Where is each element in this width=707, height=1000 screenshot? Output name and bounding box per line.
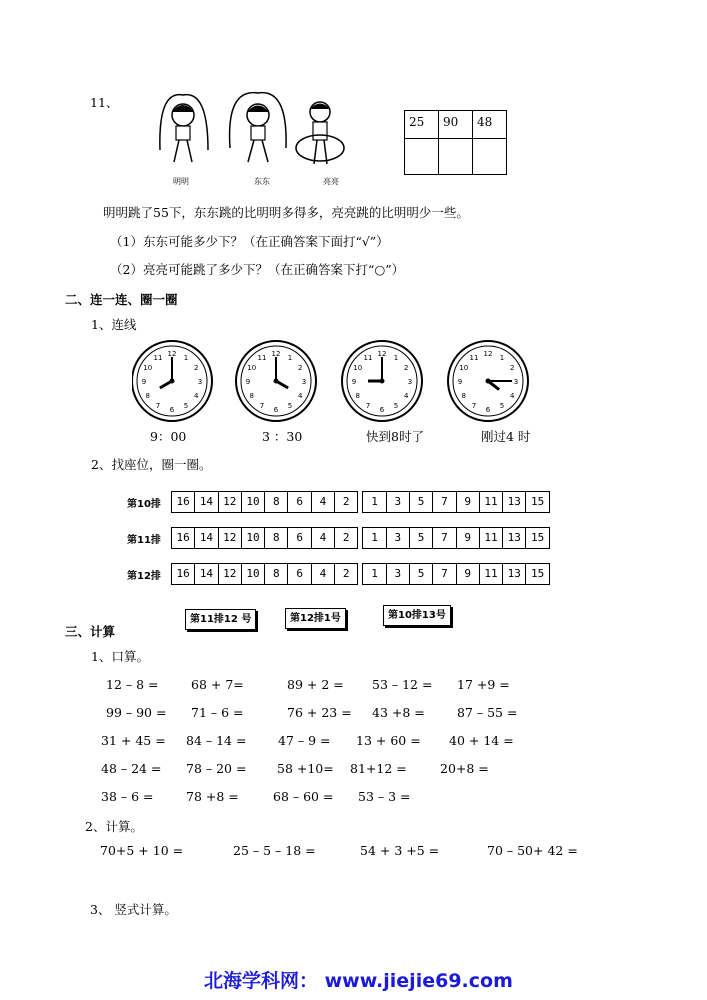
seat[interactable]: 12 — [219, 564, 242, 584]
svg-text:9: 9 — [245, 378, 251, 386]
oral-problem: 78 – 20 = — [186, 761, 247, 776]
oral-problem: 48 – 24 = — [101, 761, 162, 776]
kid-jumping-rope-icon — [160, 95, 208, 162]
seat[interactable]: 2 — [342, 495, 350, 508]
svg-text:9: 9 — [351, 378, 357, 386]
seat[interactable]: 6 — [288, 564, 311, 584]
svg-text:8: 8 — [355, 392, 360, 400]
svg-text:5: 5 — [183, 402, 189, 411]
svg-text:4: 4 — [510, 392, 515, 400]
section-heading: 二、连一连、圈一圈 — [65, 292, 178, 307]
oral-problem: 81+12 = — [350, 761, 407, 776]
seat[interactable]: 5 — [410, 492, 433, 512]
seat[interactable]: 14 — [195, 528, 218, 548]
svg-text:7: 7 — [365, 402, 371, 411]
seat[interactable]: 13 — [503, 564, 526, 584]
seat[interactable]: 9 — [457, 528, 480, 548]
svg-text:1: 1 — [183, 353, 189, 362]
seat[interactable]: 4 — [312, 528, 335, 548]
seat-ticket[interactable]: 第12排1号 — [285, 608, 346, 629]
seat[interactable]: 5 — [410, 528, 433, 548]
svg-text:2: 2 — [194, 364, 199, 372]
question-statement: 明明跳了55下，东东跳的比明明多得多，亮亮跳的比明明少一些。 — [103, 205, 469, 220]
clock-caption: 9：00 — [150, 429, 187, 444]
svg-text:2: 2 — [510, 364, 515, 372]
oral-problem: 40 + 14 = — [449, 733, 514, 748]
sub-question: （2）亮亮可能跳了多少下？（在正确答案下打“○”） — [110, 262, 405, 277]
seat-block — [171, 527, 358, 549]
clock-icon[interactable] — [342, 341, 422, 421]
svg-text:12: 12 — [271, 350, 281, 358]
seat[interactable]: 4 — [312, 564, 335, 584]
question-label: 2、找座位，圈一圈。 — [91, 457, 212, 472]
oral-problem: 38 – 6 = — [101, 789, 154, 804]
seat[interactable]: 12 — [219, 528, 242, 548]
oral-problem: 13 + 60 = — [356, 733, 421, 748]
clocks — [132, 336, 552, 426]
answer-cell[interactable] — [439, 139, 473, 175]
seat[interactable]: 15 — [530, 567, 545, 580]
svg-text:6: 6 — [273, 406, 279, 414]
svg-text:1: 1 — [499, 353, 505, 362]
oral-problem: 12 – 8 = — [106, 677, 159, 692]
kids-illustration — [148, 90, 363, 175]
clock-caption: 刚过4 时 — [481, 429, 531, 444]
seat[interactable]: 9 — [457, 564, 480, 584]
svg-text:7: 7 — [155, 402, 161, 411]
kid-name: 亮亮 — [323, 177, 339, 186]
seat-block — [362, 563, 549, 585]
seat-block — [362, 491, 549, 513]
svg-text:12: 12 — [167, 350, 177, 358]
seat[interactable]: 4 — [312, 492, 335, 512]
clock-icon[interactable] — [448, 341, 528, 421]
svg-text:8: 8 — [145, 392, 150, 400]
clock-caption: 快到8时了 — [366, 429, 424, 444]
svg-text:11: 11 — [257, 353, 267, 362]
seat[interactable]: 10 — [242, 564, 265, 584]
svg-text:3: 3 — [513, 378, 519, 386]
seat[interactable]: 16 — [172, 492, 195, 512]
svg-text:12: 12 — [483, 350, 493, 358]
seat[interactable]: 11 — [480, 528, 503, 548]
svg-text:6: 6 — [169, 406, 175, 414]
calc-problem: 25 – 5 – 18 = — [233, 843, 316, 858]
calc-problem: 70+5 + 10 = — [100, 843, 184, 858]
oral-problem: 68 – 60 = — [273, 789, 334, 804]
seat-ticket[interactable]: 第10排13号 — [383, 605, 451, 626]
seat[interactable]: 13 — [503, 528, 526, 548]
oral-problem: 53 – 3 = — [358, 789, 411, 804]
footer-watermark: 北海学科网： www.jiejie69.com — [204, 970, 513, 992]
kid-jumping-rope-icon — [230, 93, 287, 162]
seat[interactable]: 12 — [219, 492, 242, 512]
svg-text:11: 11 — [363, 353, 373, 362]
svg-text:4: 4 — [404, 392, 409, 400]
seat[interactable]: 8 — [265, 528, 288, 548]
kid-name: 东东 — [254, 177, 270, 186]
seat[interactable]: 13 — [503, 492, 526, 512]
svg-text:7: 7 — [471, 402, 477, 411]
svg-text:3: 3 — [197, 378, 203, 386]
oral-problem: 47 – 9 = — [278, 733, 331, 748]
question-label: 1、连线 — [91, 317, 137, 332]
oral-problem: 43 +8 = — [372, 705, 425, 720]
answer-table — [404, 110, 507, 175]
seat[interactable]: 11 — [480, 564, 503, 584]
oral-problem: 78 +8 = — [186, 789, 239, 804]
seat-block — [362, 527, 549, 549]
oral-problem: 89 + 2 = — [287, 677, 344, 692]
seat[interactable]: 10 — [242, 528, 265, 548]
sub-question: （1）东东可能多少下？（在正确答案下面打“√”） — [110, 234, 389, 249]
oral-problem: 76 + 23 = — [287, 705, 352, 720]
seat[interactable]: 1 — [363, 492, 386, 512]
row-label: 第12排 — [127, 570, 161, 582]
seat-block — [171, 563, 358, 585]
svg-text:7: 7 — [259, 402, 265, 411]
question-label: 2、计算。 — [85, 819, 143, 834]
seat[interactable]: 14 — [195, 564, 218, 584]
seat[interactable]: 9 — [457, 492, 480, 512]
svg-text:4: 4 — [298, 392, 303, 400]
svg-text:12: 12 — [377, 350, 387, 358]
svg-text:10: 10 — [247, 364, 257, 372]
seat[interactable]: 1 — [363, 528, 386, 548]
section-heading: 三、计算 — [65, 624, 116, 639]
oral-problem: 31 + 45 = — [101, 733, 166, 748]
svg-text:9: 9 — [457, 378, 463, 386]
seat[interactable]: 14 — [195, 492, 218, 512]
seat[interactable]: 3 — [387, 528, 410, 548]
oral-problem: 53 – 12 = — [372, 677, 433, 692]
svg-text:1: 1 — [287, 353, 293, 362]
seat[interactable]: 7 — [433, 492, 456, 512]
seat[interactable]: 8 — [265, 492, 288, 512]
svg-text:8: 8 — [249, 392, 254, 400]
answer-cell[interactable] — [473, 139, 507, 175]
seat[interactable]: 10 — [242, 492, 265, 512]
seat[interactable]: 3 — [387, 492, 410, 512]
svg-text:10: 10 — [353, 364, 363, 372]
svg-text:9: 9 — [141, 378, 147, 386]
oral-problem: 20+8 = — [440, 761, 489, 776]
oral-problem: 68 + 7= — [191, 677, 244, 692]
seat[interactable]: 6 — [288, 528, 311, 548]
oral-problem: 71 – 6 = — [191, 705, 244, 720]
svg-text:1: 1 — [393, 353, 399, 362]
seat[interactable]: 15 — [530, 495, 545, 508]
seat[interactable]: 5 — [410, 564, 433, 584]
svg-text:6: 6 — [379, 406, 385, 414]
row-label: 第11排 — [127, 534, 161, 546]
seat-ticket[interactable]: 第11排12 号 — [185, 609, 256, 630]
calc-problem: 70 – 50+ 42 = — [487, 843, 578, 858]
seat[interactable]: 7 — [433, 528, 456, 548]
svg-text:5: 5 — [499, 402, 505, 411]
oral-problem: 84 – 14 = — [186, 733, 247, 748]
svg-text:8: 8 — [461, 392, 466, 400]
svg-text:11: 11 — [153, 353, 163, 362]
seat-block — [171, 491, 358, 513]
table-cell: 90 — [439, 111, 473, 139]
svg-text:4: 4 — [194, 392, 199, 400]
seat[interactable]: 8 — [265, 564, 288, 584]
question-number: 11、 — [90, 95, 119, 110]
svg-text:5: 5 — [287, 402, 293, 411]
seat[interactable]: 6 — [288, 492, 311, 512]
seat[interactable]: 1 — [363, 564, 386, 584]
seat[interactable]: 16 — [172, 528, 195, 548]
clock-caption: 3 ：30 — [262, 429, 303, 444]
svg-text:11: 11 — [469, 353, 479, 362]
oral-problem: 99 – 90 = — [106, 705, 167, 720]
seat[interactable]: 11 — [480, 492, 503, 512]
seat[interactable]: 2 — [342, 567, 350, 580]
svg-text:2: 2 — [298, 364, 303, 372]
kid-name: 明明 — [173, 177, 189, 186]
svg-text:2: 2 — [404, 364, 409, 372]
seat-row — [127, 527, 550, 549]
svg-text:3: 3 — [407, 378, 413, 386]
svg-text:6: 6 — [485, 406, 491, 414]
seat-row — [127, 563, 550, 585]
question-label: 3、 竖式计算。 — [90, 902, 177, 917]
seat[interactable]: 15 — [530, 531, 545, 544]
oral-problem: 58 +10= — [277, 761, 334, 776]
clock-icon[interactable] — [236, 341, 316, 421]
seat[interactable]: 2 — [342, 531, 350, 544]
calc-problem: 54 + 3 +5 = — [360, 843, 440, 858]
row-label: 第10排 — [127, 498, 161, 510]
table-cell: 48 — [473, 111, 507, 139]
kid-hula-hoop-icon — [296, 102, 344, 164]
oral-problem: 87 – 55 = — [457, 705, 518, 720]
seat[interactable]: 3 — [387, 564, 410, 584]
seat[interactable]: 16 — [172, 564, 195, 584]
svg-text:10: 10 — [459, 364, 469, 372]
table-cell: 25 — [405, 111, 439, 139]
svg-text:10: 10 — [143, 364, 153, 372]
seat-row — [127, 491, 550, 513]
answer-cell[interactable] — [405, 139, 439, 175]
oral-problem: 17 +9 = — [457, 677, 510, 692]
clock-icon[interactable] — [132, 341, 212, 421]
question-label: 1、口算。 — [91, 649, 149, 664]
svg-text:3: 3 — [301, 378, 307, 386]
svg-text:5: 5 — [393, 402, 399, 411]
seat[interactable]: 7 — [433, 564, 456, 584]
